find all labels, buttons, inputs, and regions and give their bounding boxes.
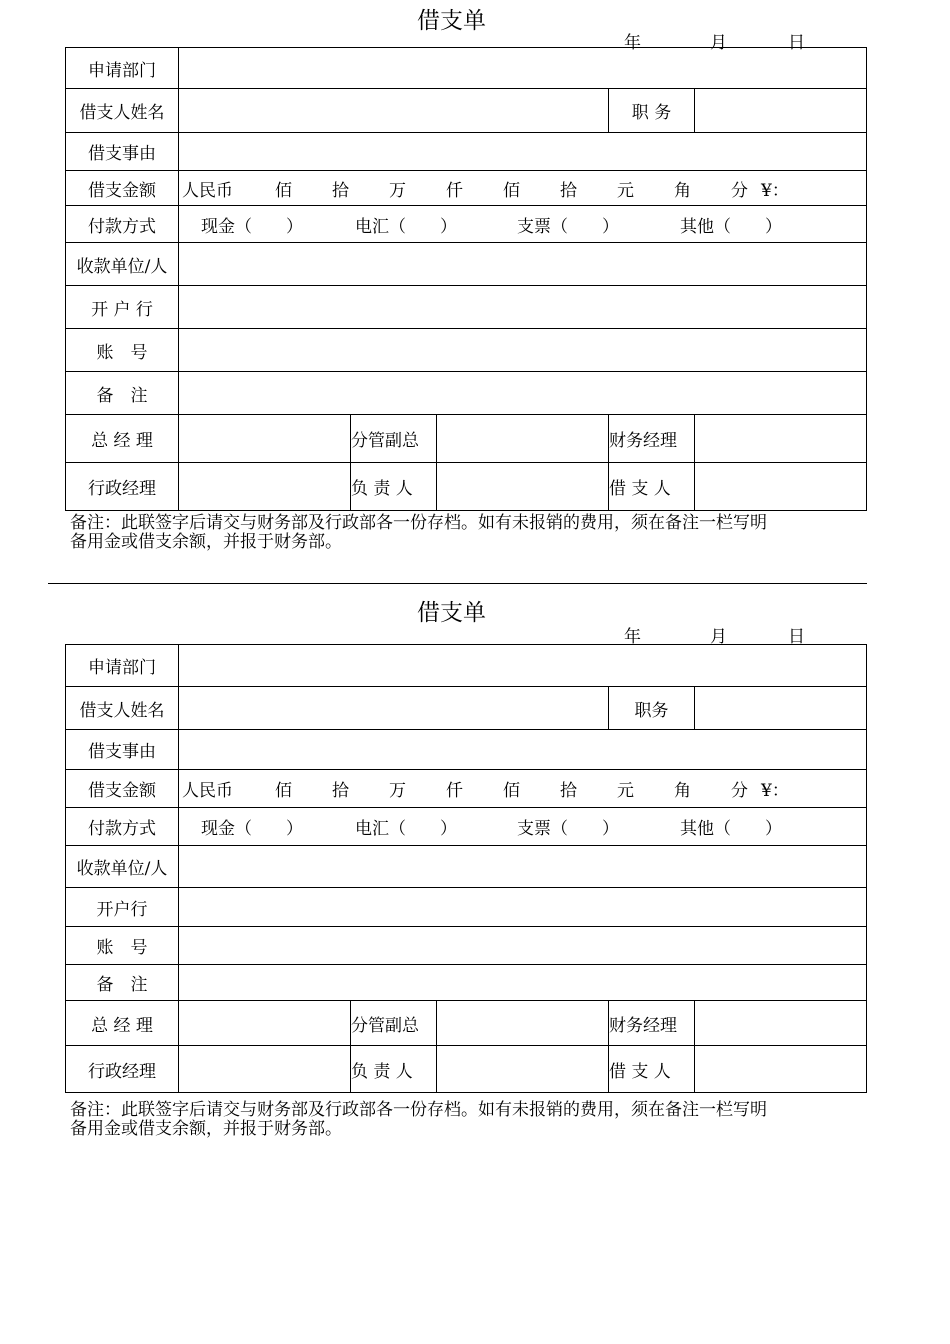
deputy-label: 分管副总 xyxy=(351,415,437,463)
amount-field[interactable] xyxy=(179,770,867,808)
borrower-name-label: 借支人姓名 xyxy=(66,89,179,133)
amount-label: 借支金额 xyxy=(66,770,179,808)
payment-option-other[interactable]: 其他（ ） xyxy=(680,216,782,237)
reason-label: 借支事由 xyxy=(66,133,179,171)
position-field[interactable] xyxy=(695,687,867,730)
date-month: 月 xyxy=(710,33,727,53)
amount-unit-rmb: 人民币 xyxy=(182,781,233,801)
payment-option-wire[interactable]: 电汇（ ） xyxy=(355,216,457,237)
gm-label: 总 经 理 xyxy=(66,415,179,463)
bank-label: 开 户 行 xyxy=(66,286,179,329)
payment-field xyxy=(179,206,867,243)
dept-label: 申请部门 xyxy=(66,645,179,687)
bank-label: 开户行 xyxy=(66,888,179,927)
amount-yuan-symbol: ¥： xyxy=(761,781,789,801)
admin-manager-label: 行政经理 xyxy=(66,1046,179,1093)
payment-option-check[interactable]: 支票（ ） xyxy=(517,216,619,237)
footnote-line-2: 备用金或借支余额，并报于财务部。 xyxy=(70,1119,342,1139)
responsible-label: 负 责 人 xyxy=(351,463,437,511)
gm-signature-field[interactable] xyxy=(179,415,351,463)
deputy-label: 分管副总 xyxy=(351,1001,437,1046)
finance-manager-signature-field[interactable] xyxy=(695,415,867,463)
reason-label: 借支事由 xyxy=(66,730,179,770)
footnote xyxy=(70,1101,870,1139)
deputy-signature-field[interactable] xyxy=(437,415,609,463)
amount-unit-qian: 仟 xyxy=(446,781,463,801)
finance-manager-signature-field[interactable] xyxy=(695,1001,867,1046)
amount-unit-rmb: 人民币 xyxy=(182,180,233,201)
amount-unit-jiao: 角 xyxy=(674,180,691,201)
responsible-signature-field[interactable] xyxy=(437,463,609,511)
payment-option-cash[interactable]: 现金（ ） xyxy=(201,819,303,839)
amount-unit-shi: 拾 xyxy=(560,180,577,201)
account-label: 账 号 xyxy=(66,927,179,965)
dept-field[interactable] xyxy=(179,48,867,89)
deputy-signature-field[interactable] xyxy=(437,1001,609,1046)
amount-unit-qian: 仟 xyxy=(446,180,463,201)
amount-yuan-symbol: ¥： xyxy=(761,180,789,201)
admin-manager-label: 行政经理 xyxy=(66,463,179,511)
borrower-signature-field[interactable] xyxy=(695,463,867,511)
amount-unit-yuan: 元 xyxy=(617,180,634,201)
position-field[interactable] xyxy=(695,89,867,133)
payment-option-cash[interactable]: 现金（ ） xyxy=(201,216,303,237)
payee-label: 收款单位/人 xyxy=(66,243,179,286)
footnote-line-1: 备注：此联签字后请交与财务部及行政部各一份存档。如有未报销的费用，须在备注一栏写明 xyxy=(70,1100,767,1120)
position-label: 职 务 xyxy=(609,89,695,133)
date-day: 日 xyxy=(788,33,805,53)
reason-field[interactable] xyxy=(179,730,867,770)
reason-field[interactable] xyxy=(179,133,867,171)
borrower-label: 借 支 人 xyxy=(609,463,695,511)
payment-option-check[interactable]: 支票（ ） xyxy=(517,819,619,839)
account-field[interactable] xyxy=(179,927,867,965)
form-title: 借支单 xyxy=(417,8,486,34)
bank-field[interactable] xyxy=(179,286,867,329)
amount-unit-wan: 万 xyxy=(389,180,406,201)
loan-form-table xyxy=(65,644,867,1093)
remarks-field[interactable] xyxy=(179,372,867,415)
finance-manager-label: 财务经理 xyxy=(609,415,695,463)
admin-manager-signature-field[interactable] xyxy=(179,1046,351,1093)
borrower-name-field[interactable] xyxy=(179,687,609,730)
footnote xyxy=(70,514,870,552)
payment-option-other[interactable]: 其他（ ） xyxy=(680,819,782,839)
amount-unit-shi: 拾 xyxy=(332,781,349,801)
borrower-name-field[interactable] xyxy=(179,89,609,133)
position-label: 职务 xyxy=(609,687,695,730)
finance-manager-label: 财务经理 xyxy=(609,1001,695,1046)
bank-field[interactable] xyxy=(179,888,867,927)
amount-unit-shi: 拾 xyxy=(332,180,349,201)
amount-unit-bai: 佰 xyxy=(275,781,292,801)
date-year: 年 xyxy=(624,33,641,53)
borrower-signature-field[interactable] xyxy=(695,1046,867,1093)
amount-unit-bai: 佰 xyxy=(275,180,292,201)
amount-unit-bai: 佰 xyxy=(503,180,520,201)
borrower-label: 借 支 人 xyxy=(609,1046,695,1093)
account-field[interactable] xyxy=(179,329,867,372)
amount-unit-fen: 分 xyxy=(731,180,748,201)
payment-field xyxy=(179,808,867,846)
amount-unit-bai: 佰 xyxy=(503,781,520,801)
date-month: 月 xyxy=(710,627,727,647)
gm-label: 总 经 理 xyxy=(66,1001,179,1046)
gm-signature-field[interactable] xyxy=(179,1001,351,1046)
remarks-label: 备 注 xyxy=(66,965,179,1001)
amount-label: 借支金额 xyxy=(66,171,179,206)
amount-unit-wan: 万 xyxy=(389,781,406,801)
amount-unit-fen: 分 xyxy=(731,781,748,801)
date-year: 年 xyxy=(624,627,641,647)
remarks-field[interactable] xyxy=(179,965,867,1001)
amount-unit-yuan: 元 xyxy=(617,781,634,801)
responsible-signature-field[interactable] xyxy=(437,1046,609,1093)
borrower-name-label: 借支人姓名 xyxy=(66,687,179,730)
payment-option-wire[interactable]: 电汇（ ） xyxy=(355,819,457,839)
dept-label: 申请部门 xyxy=(66,48,179,89)
admin-manager-signature-field[interactable] xyxy=(179,463,351,511)
amount-field[interactable] xyxy=(179,171,867,206)
payee-field[interactable] xyxy=(179,243,867,286)
amount-unit-shi: 拾 xyxy=(560,781,577,801)
remarks-label: 备 注 xyxy=(66,372,179,415)
form-title: 借支单 xyxy=(417,600,486,626)
footnote-line-2: 备用金或借支余额，并报于财务部。 xyxy=(70,532,342,552)
loan-form-table xyxy=(65,47,867,511)
cut-line-divider xyxy=(48,583,867,584)
payee-label: 收款单位/人 xyxy=(66,846,179,888)
amount-unit-jiao: 角 xyxy=(674,781,691,801)
payment-label: 付款方式 xyxy=(66,808,179,846)
payment-label: 付款方式 xyxy=(66,206,179,243)
account-label: 账 号 xyxy=(66,329,179,372)
date-day: 日 xyxy=(788,627,805,647)
payee-field[interactable] xyxy=(179,846,867,888)
dept-field[interactable] xyxy=(179,645,867,687)
responsible-label: 负 责 人 xyxy=(351,1046,437,1093)
footnote-line-1: 备注：此联签字后请交与财务部及行政部各一份存档。如有未报销的费用，须在备注一栏写明 xyxy=(70,513,767,533)
